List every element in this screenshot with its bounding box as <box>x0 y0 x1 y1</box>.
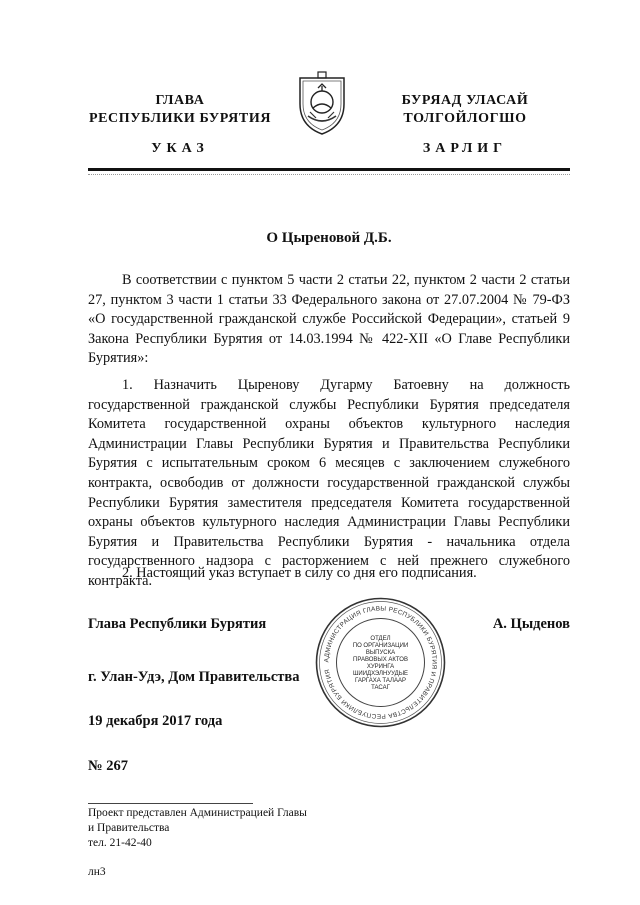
document-title: О Цыреновой Д.Б. <box>266 230 392 246</box>
header-right <box>385 92 545 128</box>
header-right-line1: БУРЯАД УЛАСАЙ <box>401 93 529 108</box>
decree-label-bua: ЗАРЛИГ <box>422 141 508 156</box>
clause-2-paragraph: 2. Настоящий указ вступает в силу со дня его подписания. <box>122 565 477 581</box>
decree-number: № 267 <box>88 758 128 774</box>
signatory-title: Глава Республики Бурятия <box>88 616 267 632</box>
footer-phone: тел. 21-42-40 <box>88 837 152 849</box>
header-left-line2: РЕСПУБЛИКИ БУРЯТИЯ <box>88 111 272 126</box>
seal-line: ШИИДХЭЛНУУДЫЕ <box>352 671 409 677</box>
preamble-paragraph: В соответствии с пунктом 5 части 2 статьи 22, пунктом 2 части 2 статьи 27, пунктом 3 части 1 статьи 33 Федерального закона от 27.07.2004 № 79-ФЗ «О государственной гражданской службе Российской Федерации», статьей 9 Закона Республики Бурятия от 14.03.1994 № 422-XII «О Главе Республики Бурятия»: <box>88 272 570 367</box>
footer-line2: и Правительства <box>88 822 170 834</box>
seal-line: ПО ОРГАНИЗАЦИИ <box>352 643 409 649</box>
coat-of-arms-icon <box>296 70 348 136</box>
seal-line: ВЫПУСКА <box>365 650 396 656</box>
seal-line: ТАСАГ <box>371 685 390 691</box>
footer-divider <box>88 803 253 804</box>
signatory-name: А. Цыденов <box>492 616 570 632</box>
decree-label-ru: УКАЗ <box>151 141 209 156</box>
seal-line: ОТДЕЛ <box>370 636 391 642</box>
seal-line: ПРАВОВЫХ АКТОВ <box>353 657 408 663</box>
seal-ring-text: АДМИНИСТРАЦИЯ ГЛАВЫ РЕСПУБЛИКИ БУРЯТИЯ И ПРАВИТЕЛЬСТВА РЕСПУБЛИКИ БУРЯТИЯ <box>323 605 438 720</box>
footer-note <box>88 806 307 851</box>
seal-line: ГАРГАХА ТАЛААР <box>355 678 406 684</box>
header-right-line2: ТОЛГОЙЛОГШО <box>403 111 527 126</box>
signing-place: г. Улан-Удэ, Дом Правительства <box>88 669 300 685</box>
seal-line: ХУРИНГА <box>366 664 395 670</box>
header-dotted-divider <box>88 174 570 175</box>
clause-1-paragraph: 1. Назначить Цыренову Дугарму Батоевну на должность государственной гражданской службы Республики Бурятия председателя Комитета государственной охраны объектов культурного наследия Администрации Главы Республики Бурятия и Правительства Республики Бурятия с испытательным сроком 6 месяцев с заключением служебного контракта, освободив от должности государственной гражданской службы Республики Бурятия заместителя председателя Комитета государственной охраны объектов культурного наследия Администрации Главы Республики Бурятия и Правительства Республики Бурятия - начальника отдела государственного надзора с расторжением с ней прежнего служебного контракта. <box>88 377 570 589</box>
header-divider <box>88 168 570 171</box>
header-left-line1: ГЛАВА <box>155 93 205 108</box>
footer-line1: Проект представлен Администрацией Главы <box>88 807 307 819</box>
header-left <box>80 92 280 128</box>
official-seal-icon <box>313 595 448 730</box>
signing-date: 19 декабря 2017 года <box>88 713 223 729</box>
footer-code: лн3 <box>88 866 106 878</box>
